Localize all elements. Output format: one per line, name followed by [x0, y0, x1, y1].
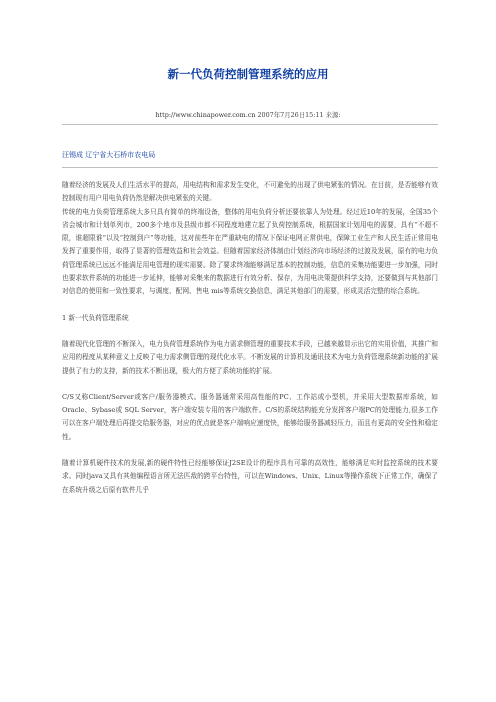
- section-heading: 1 新一代负荷管理系统: [62, 313, 129, 322]
- article-meta: [0, 110, 496, 119]
- article-author: 汪锡成 辽宁省大石桥市农电局: [62, 151, 156, 159]
- article-body: [62, 179, 438, 497]
- paragraph: 传统的电力负荷管理系统大多只具有简单的终端设备，整体的用电负荷分析还要依靠人为处理。经过近10年的发展，全国35个省会城市和计划单列市，200多个地市及县级市都不同程度地建立起了负荷控制系统，根据国家计划用电的需要，具有“不超不限，谁超限谁”以及“控制到户”等功能，这对前些年在严重缺电的情况下保证电网正常供电，保障工业生产和人民生活正常用电发挥了重要作用，取得了显著的管理效益和社会效益。但随着国家经济体制由计划经济向市场经济的过渡及发展，原有的电力负荷管理系统已远远不能满足用电管理的现实需要。除了要求终端能够满足基本的控制功能，信息的采集功能要进一步加强，同时也要求软件系统的功能进一步延伸，能够对采集来的数据进行有效分析、保存，为用电决策提供科学支持，还要做到与其他部门对信息的使用和一致性要求，与调度、配网、售电 mis等系统交换信息，满足其他部门的需要，形成灵活完整的综合系统。: [62, 207, 438, 296]
- source-url-link[interactable]: http://www.chinapower.com.cn: [155, 111, 256, 119]
- article-title: 新一代负荷控制管理系统的应用: [167, 67, 329, 81]
- paragraph: 随着经济的发展及人们生活水平的提高，用电结构和需求发生变化，不可避免的出现了供电紧张的情况。在目前，是否能够有效控制现有用户用电负荷仍然是解决供电紧张的关键。: [62, 181, 438, 203]
- paragraph: 随着计算机硬件技术的发展,新的硬件特性已经能够保证J2SE设计的程序具有可靠的高效性，能够满足实时监控系统的技术要求。同时java又具有其他编程语言所无法匹敌的跨平台特性，可以在Windows、Unix、Linux等操作系统下正常工作，确保了在系统升级之后原有软件几乎: [62, 459, 438, 494]
- publish-date: 2007年7月26日15:11: [257, 111, 324, 119]
- paragraph: C/S又称Client/Server或客户/服务器模式。服务器通常采用高性能的PC、工作站或小型机，并采用大型数据库系统，如Oracle、Sybase或 SQL Server，客户端安装专用的客户端软件。C/S的系统结构能充分发挥客户端PC的处理能力,很多工作可以在客户端处理后再提交给服务器，对应的优点就是客户端响应速度快，能够给服务器减轻压力，而且有更高的安全性和稳定性。: [62, 392, 438, 441]
- paragraph: 随着现代化管理的不断深入，电力负荷管理系统作为电力需求侧管理的重要技术手段，已越来越显示出它的实用价值，其推广和应用的程度从某种意义上反映了电力需求侧管理的现代化水平。不断发展的计算机及通讯技术为电力负荷管理系统新功能的扩展提供了有力的支持，新的技术不断出现，极大的方便了系统功能的扩展。: [62, 339, 438, 375]
- source-label: 来源:: [325, 111, 341, 119]
- divider-top: [62, 124, 438, 125]
- divider-bottom: [62, 167, 438, 168]
